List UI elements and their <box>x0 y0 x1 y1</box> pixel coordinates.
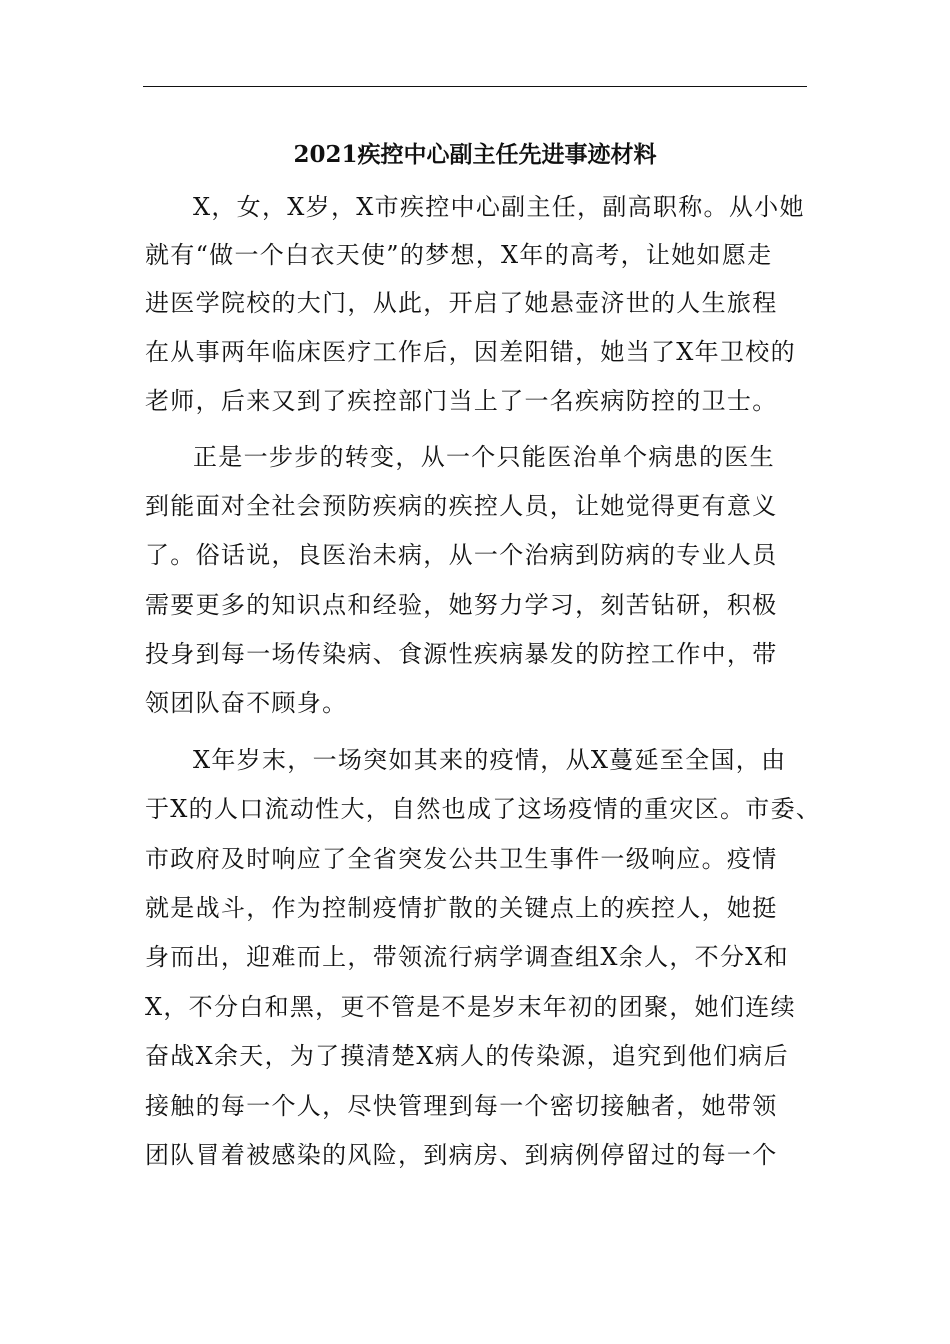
text-line: 接触的每一个人，尽快管理到每一个密切接触者，她带领 <box>145 1092 778 1120</box>
text-line: 身而出，迎难而上，带领流行病学调查组X余人，不分X和 <box>145 943 789 971</box>
header-rule <box>143 86 807 87</box>
text-line: 团队冒着被感染的风险，到病房、到病例停留过的每一个 <box>145 1141 778 1169</box>
text-line: 市政府及时响应了全省突发公共卫生事件一级响应。疫情 <box>145 845 778 873</box>
text-line: X，不分白和黑，更不管是不是岁末年初的团聚，她们连续 <box>145 993 796 1021</box>
text-line: 于X的人口流动性大，自然也成了这场疫情的重灾区。市委、 <box>145 795 822 823</box>
text-line: 老师，后来又到了疾控部门当上了一名疾病防控的卫士。 <box>145 387 778 415</box>
text-line: 领团队奋不顾身。 <box>145 689 348 717</box>
text-line: 正是一步步的转变，从一个只能医治单个病患的医生 <box>193 443 775 471</box>
text-line: 进医学院校的大门，从此，开启了她悬壶济世的人生旅程 <box>145 289 778 317</box>
text-line: 在从事两年临床医疗工作后，因差阳错，她当了X年卫校的 <box>145 338 796 366</box>
text-line: X，女，X岁，X市疾控中心副主任，副高职称。从小她 <box>193 193 805 221</box>
text-line: 了。俗话说，良医治未病，从一个治病到防病的专业人员 <box>145 541 778 569</box>
text-line: 投身到每一场传染病、食源性疾病暴发的防控工作中，带 <box>145 640 778 668</box>
text-line: 到能面对全社会预防疾病的疾控人员，让她觉得更有意义 <box>145 492 778 520</box>
text-line: 就有“做一个白衣天使”的梦想，X年的高考，让她如愿走 <box>145 241 773 269</box>
text-line: 奋战X余天，为了摸清楚X病人的传染源，追究到他们病后 <box>145 1042 789 1070</box>
text-line: X年岁末，一场突如其来的疫情，从X蔓延至全国，由 <box>193 746 787 774</box>
text-line: 需要更多的知识点和经验，她努力学习，刻苦钻研，积极 <box>145 591 778 619</box>
document-title: 2021疾控中心副主任先进事迹材料 <box>293 141 657 168</box>
text-line: 就是战斗，作为控制疫情扩散的关键点上的疾控人，她挺 <box>145 894 778 922</box>
